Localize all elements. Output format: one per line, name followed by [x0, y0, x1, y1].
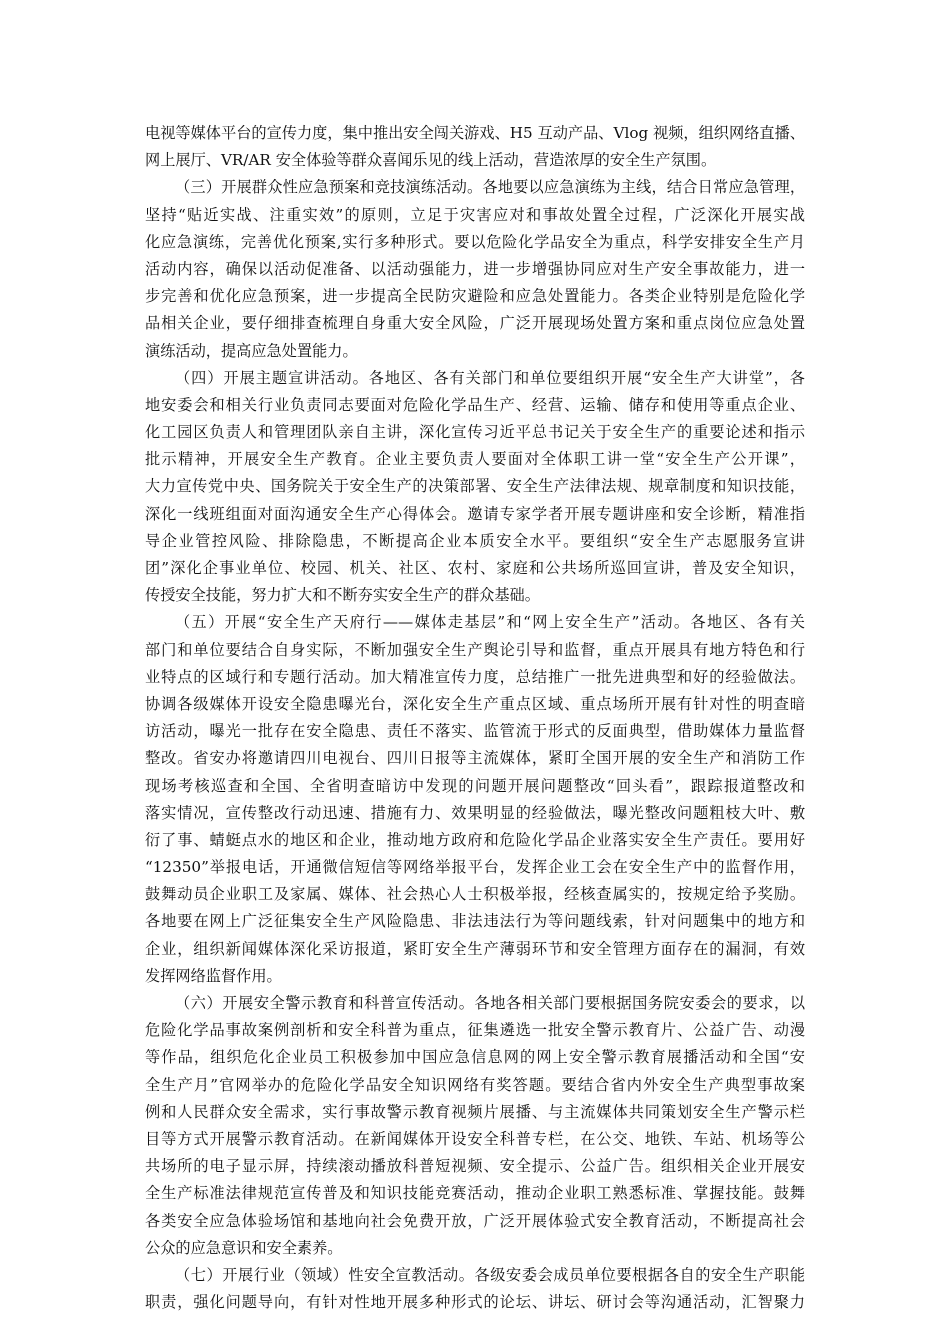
text-line: （四）开展主题宣讲活动。各地区、各有关部门和单位要组织开展“安全生产大讲堂”，各 — [175, 368, 805, 387]
text-line: 落实情况，宣传整改行动迅速、措施有力、效果明显的经验做法，曝光整改问题粗枝大叶、敷 — [145, 803, 805, 822]
text-line: 传授安全技能，努力扩大和不断夯实安全生产的群众基础。 — [145, 586, 540, 605]
text-line: 地安委会和相关行业负责同志要面对危险化学品生产、经营、运输、储存和使用等重点企业、 — [145, 395, 805, 414]
text-line: 例和人民群众安全需求，实行事故警示教育视频片展播、与主流媒体共同策划安全生产警示栏 — [145, 1102, 805, 1121]
text-line: 全生产月”官网举办的危险化学品安全知识网络有奖答题。要结合省内外安全生产典型事故案 — [145, 1075, 805, 1094]
text-line: 导企业管控风险、排除隐患，不断提高企业本质安全水平。要组织“安全生产志愿服务宣讲 — [145, 531, 805, 550]
text-line: 团”深化企事业单位、校园、机关、社区、农村、家庭和公共场所巡回宣讲，普及安全知识， — [145, 559, 805, 577]
text-line: 整改。省安办将邀请四川电视台、四川日报等主流媒体，紧盯全国开展的安全生产和消防工作 — [145, 749, 805, 768]
text-line: 职责，强化问题导向，有针对性地开展多种形式的论坛、讲坛、研讨会等沟通活动，汇智聚力 — [145, 1293, 805, 1312]
text-line: 坚持“贴近实战、注重实效”的原则，立足于灾害应对和事故处置全过程，广泛深化开展实战 — [145, 205, 805, 224]
paragraph-theme-lecture — [145, 365, 805, 610]
text-line: 批示精神，开展安全生产教育。企业主要负责人要面对全体职工讲一堂“安全生产公开课”， — [145, 450, 805, 469]
text-line: 大力宣传党中央、国务院关于安全生产的决策部署、安全生产法律法规、规章制度和知识技能， — [145, 477, 805, 496]
text-line: 化应急演练，完善优化预案,实行多种形式。要以危险化学品安全为重点，科学安排安全生产月 — [145, 232, 805, 251]
text-line: 电视等媒体平台的宣传力度，集中推出安全闯关游戏、H5 互动产品、Vlog 视频，组织网络直播、 — [145, 124, 805, 142]
text-line: 业特点的区域行和专题行活动。加大精准宣传力度，总结推广一批先进典型和好的经验做法。 — [145, 667, 805, 686]
text-line: 活动内容，确保以活动促准备、以活动强能力，进一步增强协同应对生产安全事故能力，进一 — [145, 259, 805, 278]
text-line: 网上展厅、VR/AR 安全体验等群众喜闻乐见的线上活动，营造浓厚的安全生产氛围。 — [145, 151, 717, 170]
text-line: 发挥网络监督作用。 — [145, 966, 282, 985]
text-line: 鼓舞动员企业职工及家属、媒体、社会热心人士积极举报，经核查属实的，按规定给予奖励。 — [145, 885, 805, 904]
text-line: 等作品，组织危化企业员工积极参加中国应急信息网的网上安全警示教育展播活动和全国“安 — [145, 1048, 805, 1067]
paragraph-emergency-drill — [145, 174, 805, 364]
text-line: “12350”举报电话，开通微信短信等网络举报平台，发挥企业工会在安全生产中的监督作用， — [145, 858, 805, 877]
text-line: （七）开展行业（领域）性安全宣教活动。各级安委会成员单位要根据各自的安全生产职能 — [175, 1265, 805, 1284]
text-line: 各类安全应急体验场馆和基地向社会免费开放，广泛开展体验式安全教育活动，不断提高社会 — [145, 1211, 805, 1230]
text-line: 公众的应急意识和安全素养。 — [145, 1238, 343, 1257]
text-line: 企业，组织新闻媒体深化采访报道，紧盯安全生产薄弱环节和安全管理方面存在的漏洞，有效 — [145, 939, 805, 958]
paragraph-media-platform — [145, 120, 805, 174]
text-line: 深化一线班组面对面沟通安全生产心得体会。邀请专家学者开展专题讲座和安全诊断，精准指 — [145, 504, 805, 523]
text-line: 部门和单位要结合自身实际，不断加强安全生产舆论引导和监督，重点开展具有地方特色和行 — [145, 640, 805, 659]
text-line: 共场所的电子显示屏，持续滚动播放科普短视频、安全提示、公益广告。组织相关企业开展安 — [145, 1157, 805, 1176]
text-line: （三）开展群众性应急预案和竞技演练活动。各地要以应急演练为主线，结合日常应急管理， — [175, 178, 805, 197]
text-line: 访活动，曝光一批存在安全隐患、责任不落实、监管流于形式的反面典型，借助媒体力量监督 — [145, 722, 805, 741]
text-line: 目等方式开展警示教育活动。在新闻媒体开设安全科普专栏，在公交、地铁、车站、机场等公 — [145, 1129, 805, 1148]
paragraph-industry-education — [145, 1262, 805, 1316]
text-line: 化工园区负责人和管理团队亲自主讲，深化宣传习近平总书记关于安全生产的重要论述和指示 — [145, 423, 805, 442]
paragraph-warning-education — [145, 990, 805, 1262]
text-line: 演练活动，提高应急处置能力。 — [145, 341, 358, 360]
text-line: 危险化学品事故案例剖析和安全科普为重点，征集遴选一批安全警示教育片、公益广告、动漫 — [145, 1021, 805, 1040]
text-line: 协调各级媒体开设安全隐患曝光台，深化安全生产重点区域、重点场所开展有针对性的明查暗 — [145, 694, 805, 713]
text-line: 步完善和优化应急预案，进一步提高全民防灾避险和应急处置能力。各类企业特别是危险化学 — [145, 287, 805, 306]
text-line: （六）开展安全警示教育和科普宣传活动。各地各相关部门要根据国务院安委会的要求，以 — [175, 994, 805, 1012]
paragraph-media-grassroots — [145, 609, 805, 990]
text-line: （五）开展“安全生产天府行——媒体走基层”和“网上安全生产”活动。各地区、各有关 — [175, 613, 805, 632]
text-line: 各地要在网上广泛征集安全生产风险隐患、非法违法行为等问题线索，针对问题集中的地方和 — [145, 912, 805, 931]
text-line: 全生产标准法律规范宣传普及和知识技能竞赛活动，推动企业职工熟悉标准、掌握技能。鼓舞 — [145, 1184, 805, 1203]
text-line: 衍了事、蜻蜓点水的地区和企业，推动地方政府和危险化学品企业落实安全生产责任。要用好 — [145, 830, 805, 849]
text-line: 品相关企业，要仔细排查梳理自身重大安全风险，广泛开展现场处置方案和重点岗位应急处置 — [145, 314, 805, 333]
text-line: 现场考核巡查和全国、全省明查暗访中发现的问题开展问题整改“回头看”，跟踪报道整改和 — [145, 776, 805, 795]
document-page — [145, 120, 805, 1316]
